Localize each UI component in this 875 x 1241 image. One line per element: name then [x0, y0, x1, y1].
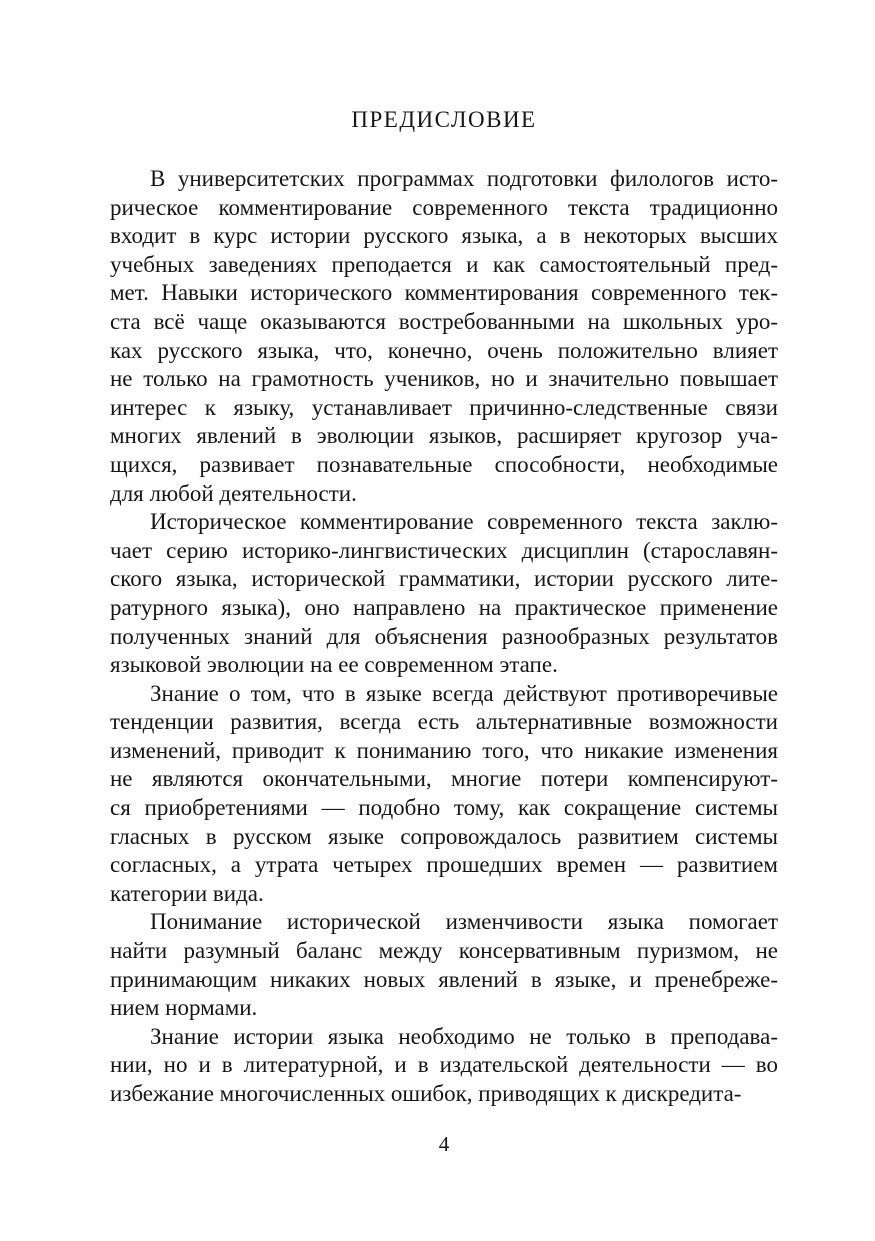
- text-line: для любой деятельности.: [110, 480, 357, 506]
- text-line: Понимание исторической изменчивости языка помогает: [150, 909, 778, 935]
- body-text: [110, 165, 778, 1109]
- text-line: нием нормами.: [110, 995, 258, 1021]
- text-line: ского языка, исторической грамматики, истории русского лите-: [110, 566, 778, 592]
- text-line: тенденции развития, всегда есть альтернативные возможности: [110, 709, 778, 735]
- text-line: языковой эволюции на ее современном этапе.: [110, 652, 558, 678]
- text-line: нии, но и в литературной, и в издательской деятельности — во: [110, 1052, 778, 1078]
- text-line: избежание многочисленных ошибок, приводящих к дискредита-: [110, 1081, 742, 1106]
- text-line: рическое комментирование современного текста традиционно: [110, 194, 778, 220]
- text-line: гласных в русском языке сопровождалось развитием системы: [110, 823, 778, 849]
- text-line: ся приобретениями — подобно тому, как сокращение системы: [110, 795, 778, 821]
- text-line: мет. Навыки исторического комментирования современного тек-: [110, 280, 778, 306]
- text-line: изменений, приводит к пониманию того, что никакие изменения: [110, 737, 778, 763]
- text-line: не являются окончательными, многие потери компенсируют-: [110, 766, 778, 792]
- text-line: входит в курс истории русского языка, а в некоторых высших: [110, 223, 778, 249]
- text-line: не только на грамотность учеников, но и значительно повышает: [110, 366, 778, 392]
- text-line: учебных заведениях преподается и как самостоятельный пред-: [110, 251, 778, 277]
- text-line: ратурного языка), оно направлено на практическое применение: [110, 594, 778, 620]
- chapter-title: ПРЕДИСЛОВИЕ: [351, 107, 537, 132]
- text-line: Историческое комментирование современного текста заклю-: [150, 509, 778, 535]
- text-line: принимающим никаких новых явлений в языке, и пренебреже-: [110, 966, 778, 992]
- text-line: интерес к языку, устанавливает причинно-следственные связи: [110, 394, 778, 420]
- text-line: многих явлений в эволюции языков, расширяет кругозор уча-: [110, 423, 778, 449]
- text-line: Знание о том, что в языке всегда действуют противоречивые: [150, 680, 778, 706]
- text-line: чает серию историко-лингвистических дисциплин (старославян-: [110, 537, 778, 563]
- text-line: полученных знаний для объяснения разнообразных результатов: [110, 623, 778, 649]
- page-number: 4: [438, 1132, 450, 1156]
- text-line: щихся, развивает познавательные способности, необходимые: [110, 451, 778, 477]
- text-line: категории вида.: [110, 880, 264, 906]
- text-line: Знание истории языка необходимо не только в преподава-: [150, 1023, 778, 1049]
- text-line: ста всё чаще оказываются востребованными на школьных уро-: [110, 308, 778, 334]
- text-line: В университетских программах подготовки филологов исто-: [150, 166, 778, 191]
- text-line: согласных, а утрата четырех прошедших времен — развитием: [110, 852, 778, 878]
- text-line: ках русского языка, что, конечно, очень положительно влияет: [110, 337, 778, 363]
- text-line: найти разумный баланс между консервативным пуризмом, не: [110, 938, 778, 964]
